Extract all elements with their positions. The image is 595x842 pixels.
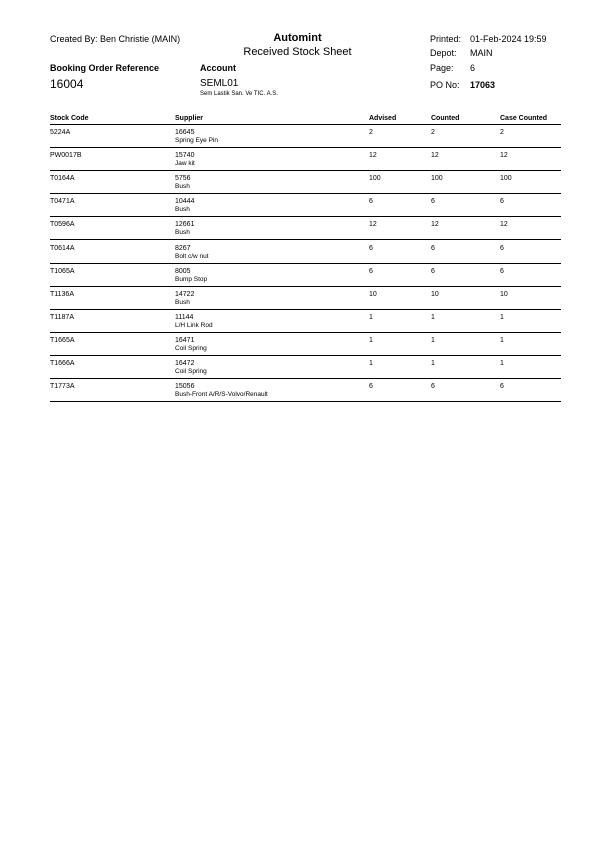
item-description: Bush-Front A/R/S-Volvo/Renault (175, 391, 268, 399)
counted-qty: 100 (431, 175, 443, 183)
supplier-code: 15056 (175, 383, 195, 391)
depot-label: Depot: (430, 48, 457, 58)
po-label: PO No: (430, 80, 460, 90)
table-row (0, 287, 595, 310)
item-description: Spring Eye Pin (175, 137, 218, 144)
table-row (0, 171, 595, 194)
page-label: Page: (430, 63, 454, 73)
sheet-title: Received Stock Sheet (243, 46, 352, 58)
supplier-code: 16645 (175, 129, 195, 136)
case-counted-qty: 6 (500, 267, 504, 275)
advised-qty: 6 (369, 383, 373, 391)
advised-qty: 6 (369, 267, 373, 275)
case-counted-qty: 2 (500, 129, 504, 136)
counted-qty: 6 (431, 383, 435, 391)
stock-code: T1136A (50, 290, 74, 298)
item-description: Bush (175, 229, 190, 237)
supplier-code: 8267 (175, 244, 191, 252)
col-header-counted: Counted (431, 115, 460, 122)
table-row (0, 125, 595, 148)
booking-ref-label: Booking Order Reference (50, 63, 160, 73)
col-header-supplier: Supplier (175, 115, 204, 122)
created-by-label: Created By: (50, 34, 98, 44)
item-description: Bush (175, 206, 190, 214)
company-name: Automint (273, 32, 322, 44)
case-counted-qty: 100 (500, 175, 512, 183)
supplier-code: 11144 (175, 313, 194, 321)
page-value: 6 (470, 63, 476, 73)
item-description: Coil Spring (175, 368, 207, 375)
case-counted-qty: 1 (500, 336, 504, 344)
page-info (430, 63, 476, 73)
printed-info (430, 34, 547, 44)
printed-value: 01-Feb-2024 19:59 (470, 34, 547, 44)
depot-info (430, 48, 493, 58)
item-description: Coil Spring (175, 344, 207, 352)
case-counted-qty: 10 (500, 290, 508, 298)
stock-code: T0164A (50, 175, 75, 183)
supplier-code: 14722 (175, 290, 195, 298)
supplier-code: 16471 (175, 336, 195, 344)
table-row (0, 241, 595, 264)
counted-qty: 6 (431, 244, 435, 252)
supplier-code: 10444 (175, 198, 195, 206)
advised-qty: 6 (369, 198, 373, 206)
item-description: L/H Link Rod (175, 321, 213, 329)
table-row (0, 379, 595, 402)
case-counted-qty: 12 (500, 221, 508, 229)
stock-code: 5224A (50, 129, 71, 136)
advised-qty: 2 (369, 129, 373, 136)
counted-qty: 12 (431, 221, 439, 229)
table-row (0, 310, 595, 333)
counted-qty: 12 (431, 152, 439, 160)
case-counted-qty: 6 (500, 198, 504, 206)
account-label: Account (200, 63, 236, 73)
po-info (430, 80, 496, 90)
advised-qty: 1 (369, 313, 373, 321)
advised-qty: 100 (369, 175, 381, 183)
account-value: SEML01 (200, 78, 239, 89)
counted-qty: 6 (431, 267, 435, 275)
item-description: Bump Stop (175, 275, 208, 283)
table-row (0, 217, 595, 240)
depot-value: MAIN (470, 48, 493, 58)
case-counted-qty: 1 (500, 313, 504, 321)
counted-qty: 1 (431, 360, 435, 367)
counted-qty: 10 (431, 290, 439, 298)
col-header-case-counted: Case Counted (500, 115, 548, 122)
case-counted-qty: 12 (500, 152, 508, 160)
stock-code: T0471A (50, 198, 75, 206)
table-row (0, 194, 595, 217)
table-row (0, 333, 595, 356)
supplier-code: 12661 (175, 221, 195, 229)
stock-code: PW0017B (50, 152, 82, 160)
table-row (0, 148, 595, 171)
counted-qty: 2 (431, 129, 435, 136)
advised-qty: 10 (369, 290, 377, 298)
item-description: Bolt c/w nut (175, 252, 209, 260)
stock-code: T0614A (50, 244, 75, 252)
booking-ref-value: 16004 (50, 77, 84, 91)
account-name: Sem Lastik San. Ve TIC. A.S. (200, 91, 278, 97)
table-row (0, 356, 595, 379)
table-row (0, 264, 595, 287)
advised-qty: 12 (369, 152, 377, 160)
po-value: 17063 (470, 80, 496, 90)
advised-qty: 1 (369, 360, 373, 367)
item-description: Jaw kit (175, 160, 195, 168)
counted-qty: 1 (431, 313, 435, 321)
stock-code: T1773A (50, 383, 75, 391)
printed-label: Printed: (430, 34, 462, 44)
row-divider (50, 401, 561, 402)
supplier-code: 5756 (175, 175, 191, 183)
advised-qty: 12 (369, 221, 377, 229)
advised-qty: 1 (369, 336, 373, 344)
stock-code: T1665A (50, 336, 75, 344)
case-counted-qty: 1 (500, 360, 504, 367)
stock-code: T1065A (50, 267, 75, 275)
stock-code: T1187A (50, 313, 74, 321)
supplier-code: 16472 (175, 360, 195, 367)
item-description: Bush (175, 183, 190, 191)
supplier-code: 15740 (175, 152, 195, 160)
stock-code: T0596A (50, 221, 75, 229)
case-counted-qty: 6 (500, 383, 504, 391)
stock-code: T1666A (50, 360, 75, 367)
col-header-advised: Advised (369, 115, 397, 122)
case-counted-qty: 6 (500, 244, 504, 252)
created-by-value: Ben Christie (MAIN) (100, 34, 181, 44)
counted-qty: 6 (431, 198, 435, 206)
col-header-stock-code: Stock Code (50, 115, 89, 122)
supplier-code: 8005 (175, 267, 191, 275)
counted-qty: 1 (431, 336, 435, 344)
item-description: Bush (175, 298, 190, 306)
advised-qty: 6 (369, 244, 373, 252)
